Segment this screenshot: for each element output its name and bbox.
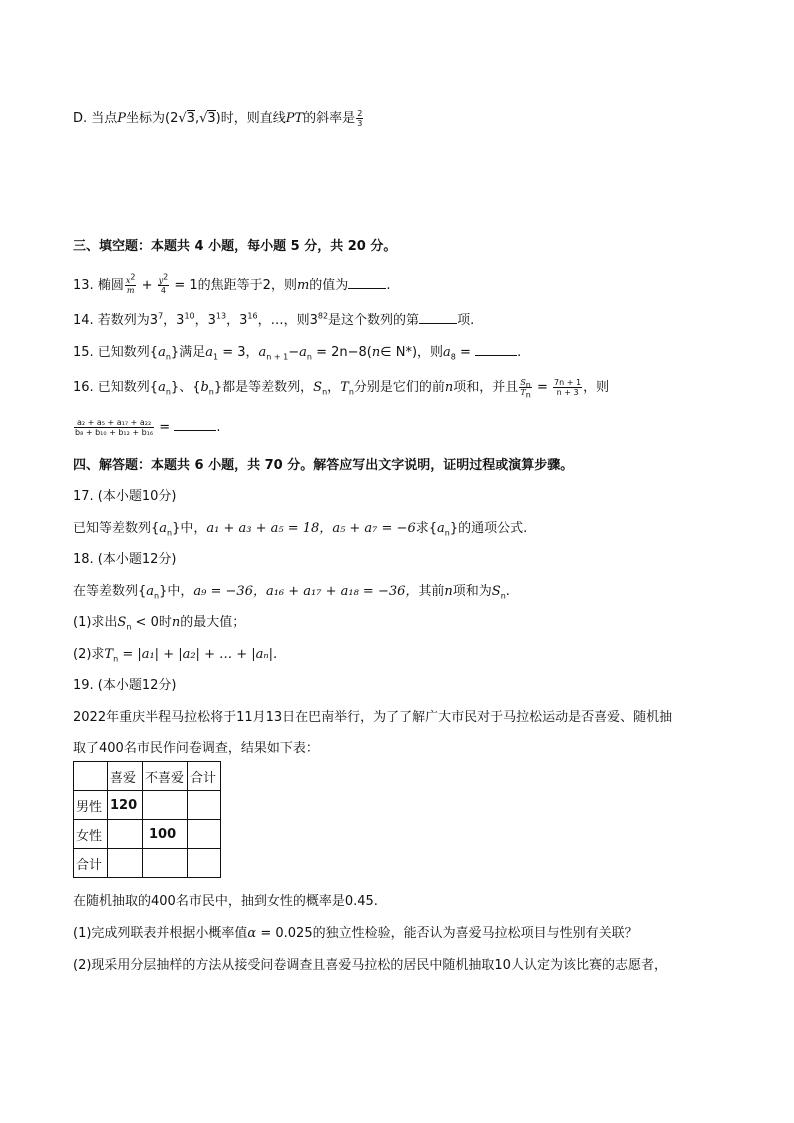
exp-5: 82 xyxy=(317,311,329,321)
sub-n: n xyxy=(348,387,354,397)
m-var: m xyxy=(126,286,135,295)
q18-p1-text3: 的最大值； xyxy=(180,615,246,630)
a1-var: a xyxy=(205,345,213,360)
option-d-text3: 的斜率是 xyxy=(303,111,356,126)
table-cell: 女性 xyxy=(74,820,108,849)
q18-text1: 在等差数列{ xyxy=(73,584,147,599)
q17-header: 17. (本小题10分) xyxy=(73,489,177,504)
sub-n2: n xyxy=(306,352,312,362)
q14-sep4: ，3 xyxy=(226,313,248,328)
sqrt-radicand-b: 3 xyxy=(207,111,216,126)
n-var: n xyxy=(371,345,381,360)
q15-text3: = 3， xyxy=(222,345,259,360)
sqrt-symbol-b: √ xyxy=(199,111,208,126)
question-17 xyxy=(73,520,527,538)
q16-text7: ，则 xyxy=(583,380,610,395)
q16-equals: = xyxy=(159,420,171,435)
table-cell: 男性 xyxy=(74,791,108,820)
q13-text1: 椭圆 xyxy=(97,278,124,293)
slope-denominator: 3 xyxy=(357,119,363,128)
table-cell[interactable] xyxy=(143,849,188,878)
question-16-line2 xyxy=(73,418,220,437)
option-d xyxy=(73,109,364,128)
a-var: a xyxy=(159,521,168,536)
q19-p1-text1: (1)完成列联表并根据小概率值 xyxy=(73,926,248,941)
table-cell[interactable] xyxy=(188,820,221,849)
q16-text5: 分别是它们的前 xyxy=(353,380,445,395)
q17-text2: }中， xyxy=(172,521,207,536)
q16-text6: 项和，并且 xyxy=(453,380,519,395)
option-d-text2: )时，则直线 xyxy=(215,111,286,126)
q13-number: 13. xyxy=(73,278,94,293)
question-15 xyxy=(73,343,521,362)
q14-sep5: ，…，则3 xyxy=(257,313,318,328)
period: . xyxy=(216,420,221,435)
S-var: S xyxy=(313,380,323,395)
q17-text3: 求{ xyxy=(415,521,437,536)
sum-fraction xyxy=(74,418,154,437)
question-14 xyxy=(73,311,474,330)
sub-n: n xyxy=(126,622,132,632)
sqrt-symbol: √ xyxy=(178,111,187,126)
ratio-fraction xyxy=(519,378,532,400)
table-cell xyxy=(74,762,108,791)
q15-text4: = 2n−8( xyxy=(316,345,372,360)
exp-4: 16 xyxy=(247,311,258,321)
contingency-table xyxy=(73,761,221,878)
table-cell: 合计 xyxy=(188,762,221,791)
table-header-row xyxy=(74,762,221,791)
y-denominator: 4 xyxy=(160,286,166,295)
q18-header: 18. (本小题12分) xyxy=(73,552,177,567)
a-var: a xyxy=(146,584,155,599)
table-cell: 100 xyxy=(143,820,188,849)
slope-numerator: 2 xyxy=(357,109,363,118)
table-cell[interactable] xyxy=(108,820,143,849)
sum-denominator: b₈ + b₁₀ + b₁₂ + b₁₆ xyxy=(75,428,154,437)
q14-sep2: ，3 xyxy=(163,313,185,328)
sub-n: n xyxy=(165,387,171,397)
table-row xyxy=(74,820,221,849)
option-d-prefix: D. 当点 xyxy=(73,111,118,126)
period: . xyxy=(505,584,510,599)
q18-p2-text1: (2)求 xyxy=(73,647,105,662)
q18-p1-text1: (1)求出 xyxy=(73,615,118,630)
S-var: S xyxy=(117,615,127,630)
T-var: T xyxy=(340,380,349,395)
S-var: S xyxy=(520,378,526,387)
q17-text1: 已知等差数列{ xyxy=(73,521,160,536)
section3-heading: 三、填空题：本题共 4 小题，每小题 5 分，共 20 分。 xyxy=(73,239,397,254)
q16-text1: 16. 已知数列{ xyxy=(73,380,159,395)
ratio-denominator: n + 3 xyxy=(556,388,579,397)
n-var: n xyxy=(444,380,454,395)
question-16: 16. 已知数列$\{a_n\}$、$\{b_n\}$都是等差数列，$S_n$，$T_n$分别是它们的前n项和，并且 $\frac{S_n}{T_n}$ = $\frac{7n + 1}{n + 3}$ ，则 xyxy=(73,378,610,400)
table-cell[interactable] xyxy=(143,791,188,820)
point-label: P xyxy=(117,111,127,126)
table-cell: 120 xyxy=(108,791,143,820)
sub-n: n xyxy=(154,591,160,601)
table-cell[interactable] xyxy=(108,849,143,878)
q14-sep3: ，3 xyxy=(194,313,216,328)
sub-n: n xyxy=(500,591,506,601)
q14-text3: 项. xyxy=(457,313,475,328)
q15-equals: = xyxy=(460,345,471,360)
answer-blank[interactable] xyxy=(174,418,216,431)
table-row xyxy=(74,791,221,820)
alpha-var: α xyxy=(247,926,257,941)
exp-2: 10 xyxy=(184,311,195,321)
a-np1-var: a xyxy=(258,345,267,360)
table-cell: 合计 xyxy=(74,849,108,878)
sub-1: 1 xyxy=(212,352,219,362)
q18-equations: a₉ = −36，a₁₆ + a₁₇ + a₁₈ = −36， xyxy=(193,584,419,599)
q16-text2: }、{ xyxy=(170,380,201,395)
exp-3: 13 xyxy=(215,311,227,321)
q19-p1-text2: = 0.025的独立性检验，能否认为喜爱马拉松项目与性别有关联？ xyxy=(260,926,638,941)
n-var: n xyxy=(171,615,181,630)
answer-blank[interactable] xyxy=(475,343,517,356)
sub-n: n xyxy=(208,387,214,397)
x-var: x xyxy=(125,276,131,285)
sub-n: n xyxy=(525,390,531,400)
q18-text3: 其前 xyxy=(418,584,445,599)
question-18 xyxy=(73,583,510,601)
q18-part2 xyxy=(73,646,277,664)
q14-text2: 是这个数列的第 xyxy=(328,313,420,328)
a-var: a xyxy=(158,345,166,360)
sub-n: n xyxy=(113,654,119,664)
table-row xyxy=(74,849,221,878)
q16-text4: ， xyxy=(327,380,341,395)
minus: − xyxy=(288,345,300,360)
q18-text2: }中， xyxy=(159,584,194,599)
a-n-var: a xyxy=(299,345,307,360)
b-var: b xyxy=(200,380,209,395)
q18-p1-text2: < 0时 xyxy=(135,615,172,630)
sqrt-radicand-a: 3 xyxy=(186,111,195,126)
sub-n: n xyxy=(322,387,328,397)
q17-equation1: a₁ + a₃ + a₅ = 18， xyxy=(206,521,333,536)
period: . xyxy=(386,278,391,293)
section4-heading: 四、解答题：本题共 6 小题，共 70 分。解答应写出文字说明，证明过程或演算步骤。 xyxy=(73,458,574,473)
n-var: n xyxy=(444,584,453,599)
q19-part1 xyxy=(73,925,638,943)
a-var: a xyxy=(158,380,166,395)
answer-blank[interactable] xyxy=(348,276,386,289)
q15-text5: ∈ N*)，则 xyxy=(380,345,444,360)
x-fraction: $\frac{x^2}{m}$ xyxy=(125,272,136,295)
period: . xyxy=(517,345,522,360)
y-var: y xyxy=(158,276,164,285)
q13-text3: 的值为 xyxy=(309,278,349,293)
ratio-value-fraction xyxy=(553,378,582,397)
q19-para1: 2022年重庆半程马拉松将于11月13日在巴南举行，为了了解广大市民对于马拉松运动是否喜爱、随机抽 xyxy=(73,710,673,725)
a8-var: a xyxy=(443,345,451,360)
sub-8: 8 xyxy=(450,352,456,362)
sub-n: n xyxy=(525,380,531,390)
ratio-numerator: 7n + 1 xyxy=(554,378,582,387)
y-fraction: $\frac{y^2}{4}$ xyxy=(158,272,169,295)
q16-text3: }都是等差数列， xyxy=(213,380,314,395)
T-var: T xyxy=(520,388,526,397)
sub-np1: n + 1 xyxy=(266,352,289,362)
q15-text2: }满足 xyxy=(170,345,206,360)
q15-text1: 15. 已知数列{ xyxy=(73,345,159,360)
S-var: S xyxy=(491,584,501,599)
q17-text4: }的通项公式. xyxy=(449,521,528,536)
q13-var: m xyxy=(296,278,310,293)
q19-part2: (2)现采用分层抽样的方法从接受问卷调查且喜爱马拉松的居民中随机抽取10人认定为该比赛的志愿者， xyxy=(73,958,667,973)
a-var: a xyxy=(437,521,445,536)
q18-p2-formula: = |a₁| + |a₂| + … + |aₙ|. xyxy=(122,647,278,662)
T-var: T xyxy=(104,647,114,662)
q18-text4: 项和为 xyxy=(452,584,492,599)
slope-fraction xyxy=(356,109,363,128)
sub-n: n xyxy=(444,528,450,538)
sub-n: n xyxy=(167,528,173,538)
table-cell[interactable] xyxy=(188,791,221,820)
table-cell: 不喜爱 xyxy=(143,762,188,791)
q17-equation2: a₅ + a₇ = −6 xyxy=(332,521,416,536)
table-cell[interactable] xyxy=(188,849,221,878)
q13-text2: = 1的焦距等于2，则 xyxy=(174,278,297,293)
line-label: PT xyxy=(285,111,304,126)
sub-n: n xyxy=(165,352,171,362)
comma: , xyxy=(194,111,200,126)
sum-numerator: a₂ + a₅ + a₁₇ + a₂₂ xyxy=(74,418,154,428)
q14-text1: 14. 若数列为3 xyxy=(73,313,159,328)
answer-blank[interactable] xyxy=(419,311,457,324)
option-d-text1: 坐标为(2 xyxy=(126,111,179,126)
q19-para2: 取了400名市民作问卷调查，结果如下表： xyxy=(73,741,319,756)
q18-part1 xyxy=(73,614,245,632)
table-cell: 喜爱 xyxy=(108,762,143,791)
exp-1: 7 xyxy=(158,311,164,321)
question-13: 13. 椭圆 $\frac{x^2}{m}$ + $\frac{y^2}{4}$ = 1的焦距等于2，则m的值为 . xyxy=(73,272,391,295)
q19-after-table: 在随机抽取的400名市民中，抽到女性的概率是0.45. xyxy=(73,894,378,909)
q19-header: 19. (本小题12分) xyxy=(73,678,177,693)
